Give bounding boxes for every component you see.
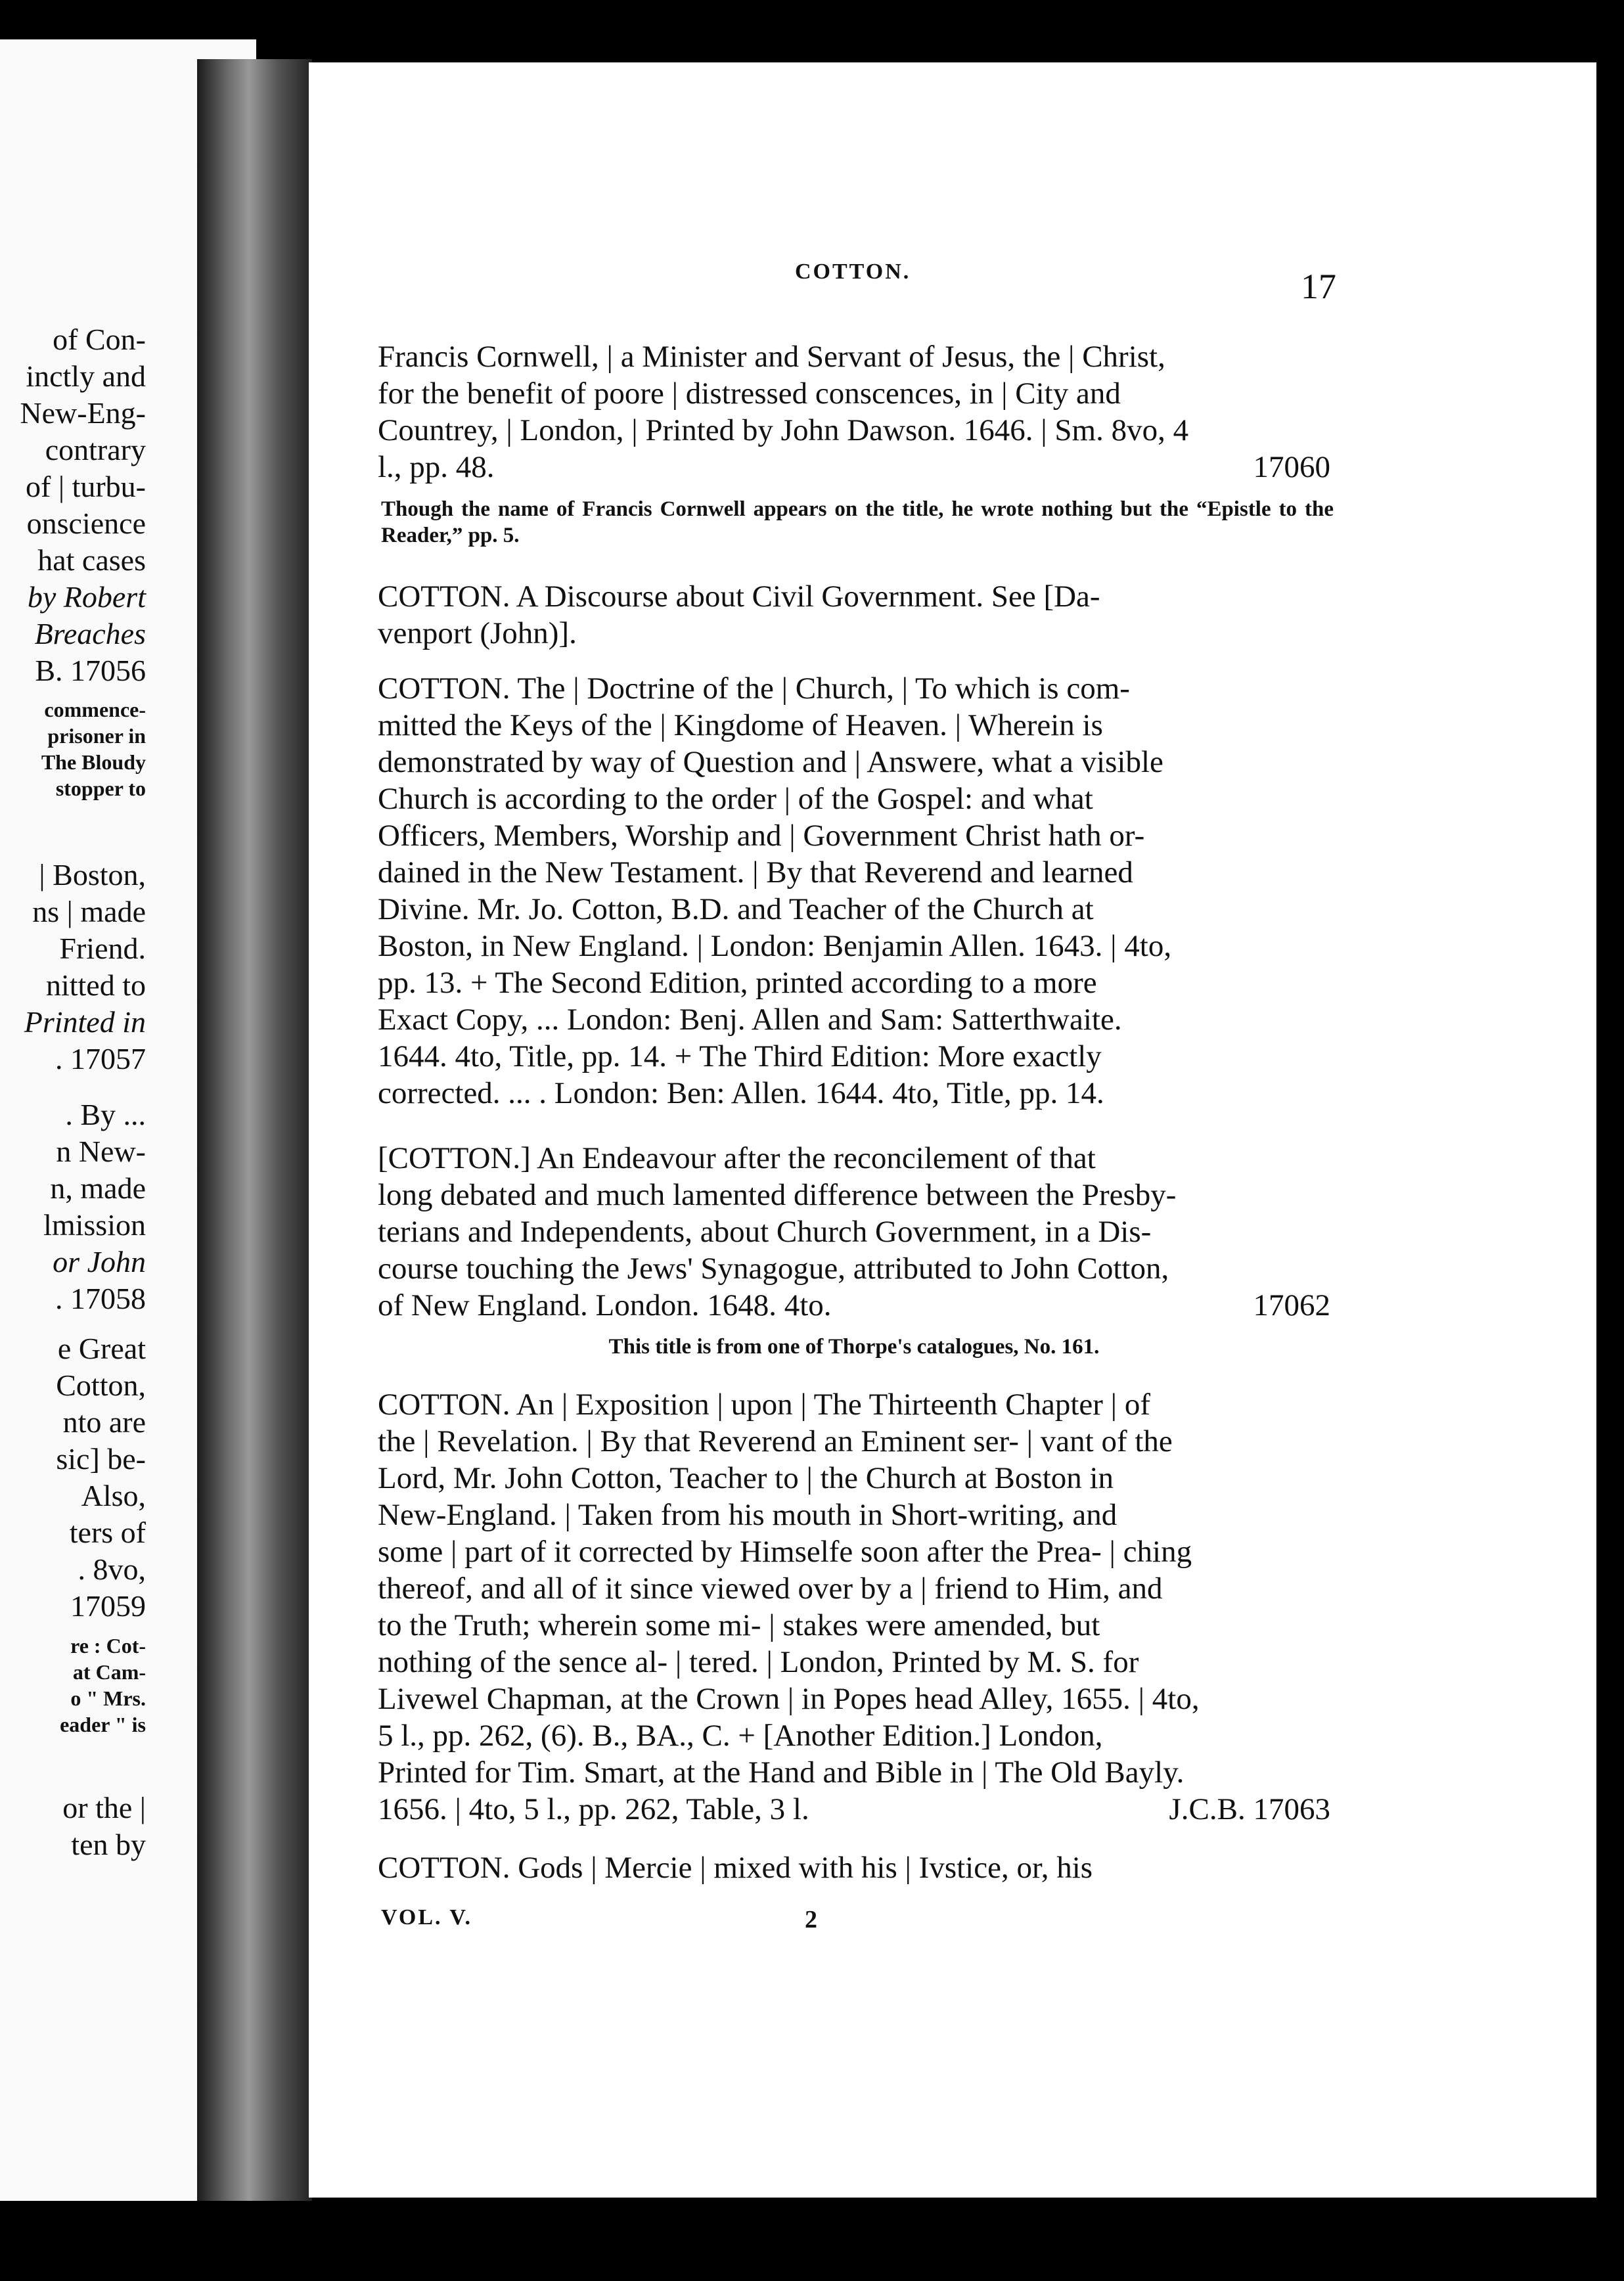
volume-footer: VOL. V. (381, 1905, 473, 1930)
left-page-line: or John (53, 1245, 146, 1278)
left-page-line: stopper to (55, 777, 146, 800)
entry-line: course touching the Jews' Synagogue, attributed to John Cotton, (378, 1252, 1169, 1286)
entry-gods-mercie (378, 1849, 1330, 1886)
left-page-line: B. 17056 (35, 654, 146, 687)
entry-line: Francis Cornwell, | a Minister and Servant of Jesus, the | Christ, (378, 340, 1165, 374)
entry-line: Printed for Tim. Smart, at the Hand and Bible in | The Old Bayly. (378, 1755, 1184, 1790)
entry-line: of New England. London. 1648. 4to. (378, 1288, 832, 1322)
entry-line: mitted the Keys of the | Kingdome of Heaven. | Wherein is (378, 708, 1103, 742)
entry-last-line (378, 1287, 1330, 1324)
left-page-line: sic] be- (56, 1442, 146, 1476)
left-page-line: or the | (62, 1791, 146, 1824)
entry-17060 (378, 338, 1330, 486)
entry-line: corrected. ... . London: Ben: Allen. 1644. 4to, Title, pp. 14. (378, 1076, 1104, 1110)
left-page-line: at Cam- (72, 1660, 146, 1684)
left-page-line: . By ... (65, 1098, 146, 1131)
entry-last-line (378, 1791, 1330, 1828)
left-page-line: | Boston, (39, 858, 146, 892)
left-page-line: of Con- (53, 323, 146, 356)
left-page-line: The Bloudy (41, 750, 146, 774)
left-page-line: e Great (57, 1332, 146, 1365)
left-page-line: by Robert (27, 580, 146, 614)
entry-line: COTTON. The | Doctrine of the | Church, | To which is com- (378, 671, 1130, 706)
left-page-line: Breaches (34, 617, 146, 650)
entry-line: some | part of it corrected by Himselfe soon after the Prea- | ching (378, 1535, 1192, 1569)
entry-line: Countrey, | London, | Printed by John Dawson. 1646. | Sm. 8vo, 4 (378, 413, 1189, 447)
left-page-line: onscience (26, 507, 146, 540)
left-page-line: 17059 (70, 1589, 146, 1623)
entry-line: 1644. 4to, Title, pp. 14. + The Third Edition: More exactly (378, 1039, 1102, 1073)
entry-line: COTTON. A Discourse about Civil Government. See [Da- (378, 579, 1100, 614)
book-gutter (197, 59, 312, 2227)
entry-line: long debated and much lamented difference between the Presby- (378, 1178, 1177, 1212)
left-page-line: ns | made (32, 895, 146, 928)
left-page-line: o " Mrs. (70, 1686, 146, 1710)
entry-17062 (378, 1140, 1330, 1324)
entry-note: This title is from one of Thorpe's catalogues, No. 161. (608, 1335, 1100, 1359)
left-page-line: re : Cot- (70, 1634, 146, 1658)
entry-line: thereof, and all of it since viewed over by a | friend to Him, and (378, 1571, 1163, 1606)
entry-line: Exact Copy, ... London: Benj. Allen and Sam: Satterthwaite. (378, 1003, 1122, 1037)
left-page-line: n, made (50, 1171, 146, 1205)
left-page-line: n New- (56, 1135, 146, 1168)
left-page-line: . 17057 (55, 1042, 146, 1075)
left-page-line: nto are (62, 1405, 146, 1439)
entry-line: 1656. | 4to, 5 l., pp. 262, Table, 3 l. (378, 1792, 809, 1826)
left-page-line: inctly and (26, 359, 146, 393)
entry-line: Church is according to the order | of the Gospel: and what (378, 782, 1093, 816)
entry-line: the | Revelation. | By that Reverend an Eminent ser- | vant of the (378, 1424, 1173, 1458)
page-number: 17 (1301, 267, 1336, 306)
reference-number: 17062 (1253, 1288, 1330, 1322)
left-page-line: . 17058 (55, 1282, 146, 1315)
entry-line: Lord, Mr. John Cotton, Teacher to | the Church at Boston in (378, 1461, 1114, 1495)
left-page-line: New-Eng- (20, 396, 146, 430)
signature-mark: 2 (805, 1906, 817, 1933)
left-page-line: eader " is (60, 1713, 146, 1736)
left-page-line: contrary (45, 433, 146, 466)
left-page-line: commence- (44, 698, 146, 721)
reference-number: J.C.B. 17063 (1169, 1792, 1330, 1826)
entry-line: COTTON. An | Exposition | upon | The Thirteenth Chapter | of (378, 1388, 1150, 1422)
entry-line: COTTON. Gods | Mercie | mixed with his | Ivstice, or, his (378, 1851, 1093, 1885)
entry-line: Livewel Chapman, at the Crown | in Popes head Alley, 1655. | 4to, (378, 1682, 1200, 1716)
left-page-line: hat cases (37, 543, 146, 577)
left-page-line: Also, (81, 1479, 146, 1512)
left-page-line: ten by (71, 1828, 146, 1861)
entry-line: Boston, in New England. | London: Benjamin Allen. 1643. | 4to, (378, 929, 1172, 963)
entry-line: 5 l., pp. 262, (6). B., BA., C. + [Another Edition.] London, (378, 1719, 1103, 1753)
left-page-line: lmission (43, 1208, 146, 1242)
entry-last-line (378, 449, 1330, 486)
left-page-line: prisoner in (47, 724, 146, 748)
left-page-line: ters of (69, 1516, 146, 1549)
entry-line: dained in the New Testament. | By that Reverend and learned (378, 855, 1133, 890)
left-page-line: of | turbu- (26, 470, 146, 503)
reference-number: 17060 (1253, 450, 1330, 484)
left-page-line: . 8vo, (78, 1552, 146, 1586)
entry-line: demonstrated by way of Question and | Answere, what a visible (378, 745, 1163, 779)
entry-civil-government (378, 578, 1330, 652)
left-page-line: nitted to (45, 968, 146, 1002)
entry-line: venport (John)]. (378, 616, 577, 650)
scan-border-bottom (0, 2201, 1624, 2281)
entry-line: for the benefit of poore | distressed conscences, in | City and (378, 376, 1121, 411)
left-page-line: Printed in (24, 1005, 146, 1039)
entry-line: terians and Independents, about Church Government, in a Dis- (378, 1215, 1152, 1249)
entry-line: to the Truth; wherein some mi- | stakes were amended, but (378, 1608, 1100, 1642)
left-page-line: Friend. (59, 932, 146, 965)
left-page-line: Cotton, (56, 1368, 146, 1402)
entry-note: Though the name of Francis Cornwell appears on the title, he wrote nothing but the “Epistle to the Reader,” pp. 5. (381, 497, 1334, 547)
entry-line: l., pp. 48. (378, 450, 495, 484)
entry-doctrine-of-the-church (378, 670, 1330, 1112)
entry-line: [COTTON.] An Endeavour after the reconcilement of that (378, 1141, 1096, 1175)
running-head: COTTON. (795, 260, 911, 284)
entry-line: nothing of the sence al- | tered. | London, Printed by M. S. for (378, 1645, 1139, 1679)
entry-line: Officers, Members, Worship and | Government Christ hath or- (378, 819, 1145, 853)
entry-line: Divine. Mr. Jo. Cotton, B.D. and Teacher of the Church at (378, 892, 1094, 926)
entry-17063 (378, 1386, 1330, 1828)
entry-line: New-England. | Taken from his mouth in Short-writing, and (378, 1498, 1117, 1532)
entry-line: pp. 13. + The Second Edition, printed according to a more (378, 966, 1097, 1000)
